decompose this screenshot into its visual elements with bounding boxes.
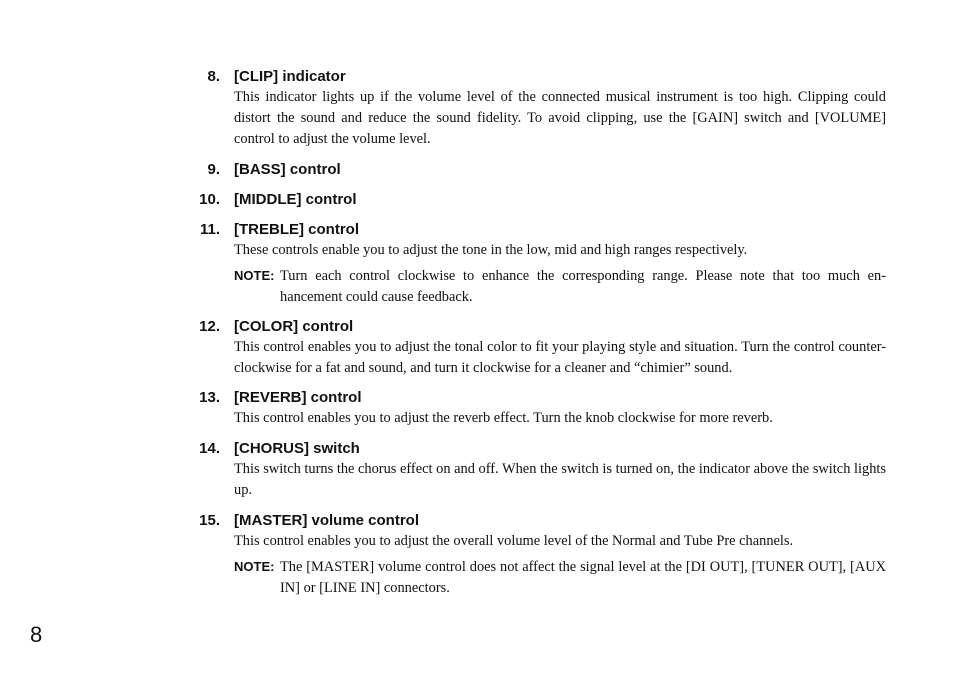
item-description: This switch turns the chorus effect on and off. When the switch is turned on, the indicator above the switch lights up. <box>234 461 886 498</box>
item-clip-indicator <box>196 66 888 150</box>
item-color-control <box>196 316 888 379</box>
item-title: [REVERB] control <box>234 389 362 406</box>
item-number: 10. <box>199 191 220 208</box>
item-title: [MIDDLE] control <box>234 191 357 208</box>
item-number: 12. <box>199 318 220 335</box>
item-description: This indicator lights up if the volume level of the connected musical instrument is too high. Clipping could distort the sound and reduce the sound fidelity. To avoid clipping, use the [GAIN] switch and [VOLUME] control to adjust the volume level. <box>234 89 886 147</box>
item-number: 9. <box>207 161 220 178</box>
item-master-volume-control <box>196 510 888 599</box>
page-number: 8 <box>30 622 43 647</box>
item-description: This control enables you to adjust the tonal color to fit your playing style and situation. Turn the control counter-clockwise for a fat and sound, and turn it clockwise for a cleaner and “chimier” sound. <box>234 339 886 376</box>
note-text: The [MASTER] volume control does not affect the signal level at the [DI OUT], [TUNER OUT], [AUX IN] or [LINE IN] connectors. <box>280 559 886 596</box>
item-number: 8. <box>207 68 220 85</box>
note-text: Turn each control clockwise to enhance the corresponding range. Please note that too much en- hancement could cause feedback. <box>280 268 886 305</box>
note-label: NOTE: <box>234 268 275 283</box>
item-title: [COLOR] control <box>234 318 354 335</box>
note <box>234 556 886 599</box>
item-treble-control <box>196 219 888 308</box>
note-label: NOTE: <box>234 559 275 574</box>
item-number: 11. <box>199 221 220 238</box>
item-number: 13. <box>199 389 220 406</box>
item-middle-control <box>196 189 888 210</box>
item-title: [BASS] control <box>234 161 341 178</box>
item-bass-control <box>196 159 888 180</box>
item-number: 15. <box>199 512 220 529</box>
note <box>234 265 886 308</box>
item-reverb-control <box>196 387 888 429</box>
item-chorus-switch <box>196 438 888 501</box>
item-description: This control enables you to adjust the reverb effect. Turn the knob clockwise for more reverb. <box>234 410 773 426</box>
item-description: This control enables you to adjust the overall volume level of the Normal and Tube Pre channels. <box>234 533 794 549</box>
item-title: [MASTER] volume control <box>234 512 420 529</box>
item-description: These controls enable you to adjust the tone in the low, mid and high ranges respectively. <box>234 242 748 258</box>
item-number: 14. <box>199 440 220 457</box>
item-title: [TREBLE] control <box>234 221 359 238</box>
item-title: [CLIP] indicator <box>234 68 346 85</box>
item-title: [CHORUS] switch <box>234 440 360 457</box>
